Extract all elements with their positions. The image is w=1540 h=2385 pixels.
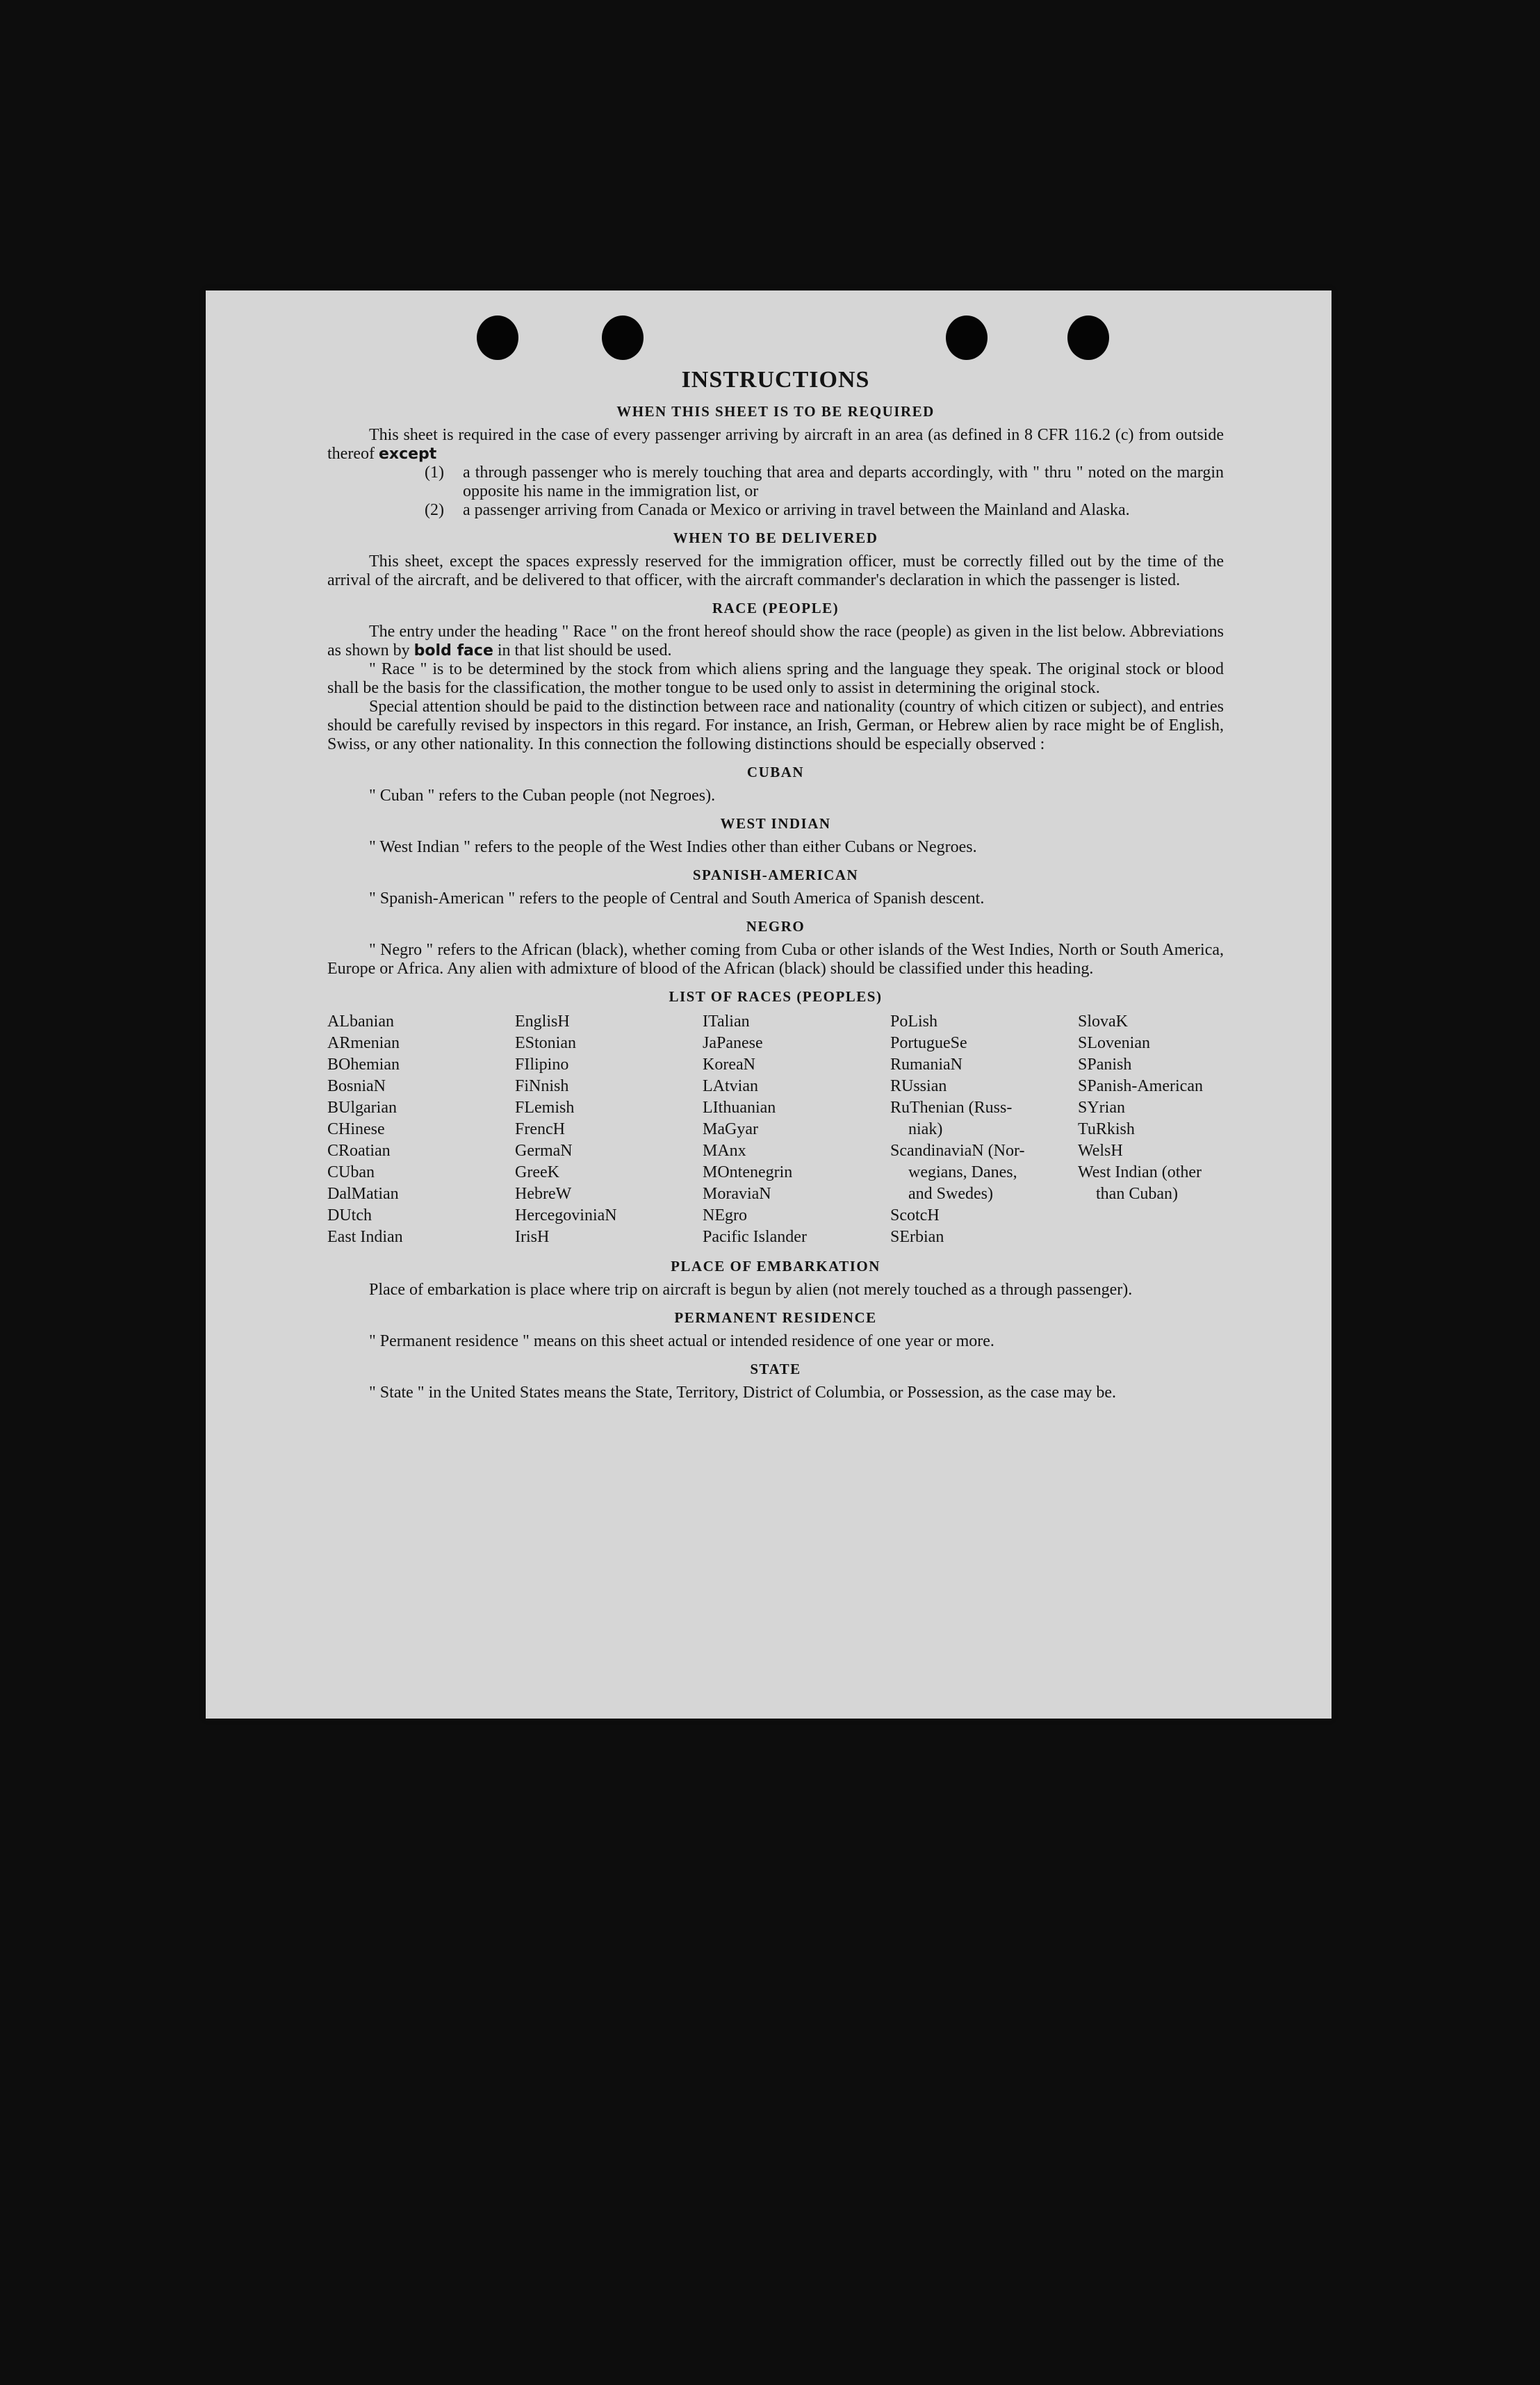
races-column (1078, 1011, 1224, 1248)
race-entry: SPanish-American (1078, 1077, 1203, 1095)
page-title: INSTRUCTIONS (681, 367, 870, 393)
paragraph: This sheet, except the spaces expressly reserved for the immigration officer, must be correctly filled out by the time of the arrival of the aircraft, and be delivered to that officer, with the aircraft commander's declaration in which the passenger is listed. (327, 552, 1224, 589)
race-entry: FLemish (515, 1099, 575, 1117)
paragraph: The entry under the heading " Race " on the front hereof should show the race (people) as given in the list below. Abbreviations as shown by bold face in that list should be used. (327, 623, 1224, 659)
race-entry: HebreW (515, 1185, 572, 1203)
section-heading: NEGRO (746, 918, 805, 935)
section-heading: LIST OF RACES (PEOPLES) (669, 988, 883, 1005)
race-entry: NEgro (703, 1206, 747, 1224)
section-heading: CUBAN (746, 764, 805, 780)
race-entry: Pacific Islander (703, 1228, 807, 1246)
race-entry: RUssian (890, 1077, 947, 1095)
race-entry: ALbanian (327, 1013, 394, 1031)
race-entry: GermaN (515, 1142, 573, 1160)
race-entry: West Indian (other (1078, 1163, 1202, 1181)
race-entry: SlovaK (1078, 1013, 1128, 1031)
race-entry: RumaniaN (890, 1056, 962, 1074)
section-heading: SPANISH-AMERICAN (692, 867, 859, 883)
list-item: (1) a through passenger who is merely touching that area and departs accordingly, with " thru " noted on the margin opposite his name in the immigration list, or (425, 464, 1224, 500)
race-entry: MOntenegrin (703, 1163, 793, 1181)
race-entry: ScandinaviaN (Nor- (890, 1142, 1025, 1160)
races-column (515, 1011, 703, 1248)
punch-hole (946, 315, 988, 360)
punch-hole (477, 315, 518, 360)
race-entry: ITalian (703, 1013, 750, 1031)
races-column (890, 1011, 1078, 1248)
race-entry: SPanish (1078, 1056, 1132, 1074)
section-heading: WEST INDIAN (720, 815, 831, 832)
race-entry: BosniaN (327, 1077, 386, 1095)
race-entry: GreeK (515, 1163, 559, 1181)
race-entry: EnglisH (515, 1013, 570, 1031)
race-entry: MAnx (703, 1142, 746, 1160)
paragraph: Place of embarkation is place where trip on aircraft is begun by alien (not merely touched as a through passenger). (369, 1281, 1133, 1299)
race-entry: CUban (327, 1163, 375, 1181)
race-entry: WelsH (1078, 1142, 1123, 1160)
race-entry: PortugueSe (890, 1034, 967, 1052)
race-entry: MoraviaN (703, 1185, 771, 1203)
races-column (327, 1011, 515, 1248)
race-entry: than Cuban) (1096, 1185, 1178, 1203)
race-entry: LIthuanian (703, 1099, 776, 1117)
race-entry: FIlipino (515, 1056, 569, 1074)
race-entry: ScotcH (890, 1206, 940, 1224)
paragraph: " Race " is to be determined by the stock from which aliens spring and the language they speak. The original stock or blood shall be the basis for the classification, the mother tongue to be used only to assist in determining the original stock. (327, 660, 1224, 697)
race-entry: SLovenian (1078, 1034, 1150, 1052)
race-entry: ARmenian (327, 1034, 400, 1052)
paragraph: " Cuban " refers to the Cuban people (not Negroes). (369, 787, 716, 805)
race-entry: KoreaN (703, 1056, 755, 1074)
race-entry: SYrian (1078, 1099, 1125, 1117)
section-heading: RACE (PEOPLE) (712, 600, 839, 616)
race-entry: IrisH (515, 1228, 550, 1246)
race-entry: TuRkish (1078, 1120, 1135, 1138)
section-heading: STATE (750, 1361, 801, 1377)
race-entry: DUtch (327, 1206, 372, 1224)
race-entry: CRoatian (327, 1142, 391, 1160)
race-entry: HercegoviniaN (515, 1206, 617, 1224)
race-entry: LAtvian (703, 1077, 758, 1095)
paragraph: " Spanish-American " refers to the people of Central and South America of Spanish descent. (369, 890, 985, 908)
races-list (327, 1011, 1224, 1248)
race-entry: wegians, Danes, (908, 1163, 1017, 1181)
punch-hole (602, 315, 644, 360)
paragraph: " Negro " refers to the African (black), whether coming from Cuba or other islands of the West Indies, North or South America, Europe or Africa. Any alien with admixture of blood of the African (black) should be classified under this heading. (327, 941, 1224, 978)
race-entry: EStonian (515, 1034, 576, 1052)
paragraph: This sheet is required in the case of every passenger arriving by aircraft in an area (as defined in 8 CFR 116.2 (c) from outside thereof except (327, 426, 1224, 463)
paragraph: Special attention should be paid to the distinction between race and nationality (country of which citizen or subject), and entries should be carefully revised by inspectors in this regard. For instance, an Irish, German, or Hebrew alien by race might be of English, Swiss, or any other nationality. In this connection the following distinctions should be especially observed : (327, 698, 1224, 753)
race-entry: and Swedes) (908, 1185, 993, 1203)
section-heading: PERMANENT RESIDENCE (674, 1309, 877, 1326)
sheet-content (327, 367, 1224, 1402)
section-heading: PLACE OF EMBARKATION (671, 1258, 880, 1275)
race-entry: RuThenian (Russ- (890, 1099, 1013, 1117)
race-entry: CHinese (327, 1120, 385, 1138)
race-entry: DalMatian (327, 1185, 399, 1203)
paragraph: " West Indian " refers to the people of the West Indies other than either Cubans or Negroes. (369, 838, 977, 856)
race-entry: PoLish (890, 1013, 938, 1031)
list-item: (2) a passenger arriving from Canada or Mexico or arriving in travel between the Mainland and Alaska. (425, 501, 1130, 519)
race-entry: BUlgarian (327, 1099, 397, 1117)
section-heading: WHEN TO BE DELIVERED (673, 530, 878, 546)
instruction-sheet (206, 290, 1332, 1719)
race-entry: FiNnish (515, 1077, 569, 1095)
race-entry: East Indian (327, 1228, 403, 1246)
race-entry: JaPanese (703, 1034, 763, 1052)
race-entry: FrencH (515, 1120, 565, 1138)
punch-hole (1067, 315, 1109, 360)
paragraph: " State " in the United States means the State, Territory, District of Columbia, or Possession, as the case may be. (369, 1384, 1117, 1402)
paragraph: " Permanent residence " means on this sheet actual or intended residence of one year or more. (369, 1332, 994, 1350)
races-column (703, 1011, 890, 1248)
race-entry: BOhemian (327, 1056, 400, 1074)
race-entry: SErbian (890, 1228, 944, 1246)
race-entry: MaGyar (703, 1120, 758, 1138)
race-entry: niak) (908, 1120, 943, 1138)
section-heading: WHEN THIS SHEET IS TO BE REQUIRED (616, 403, 935, 420)
